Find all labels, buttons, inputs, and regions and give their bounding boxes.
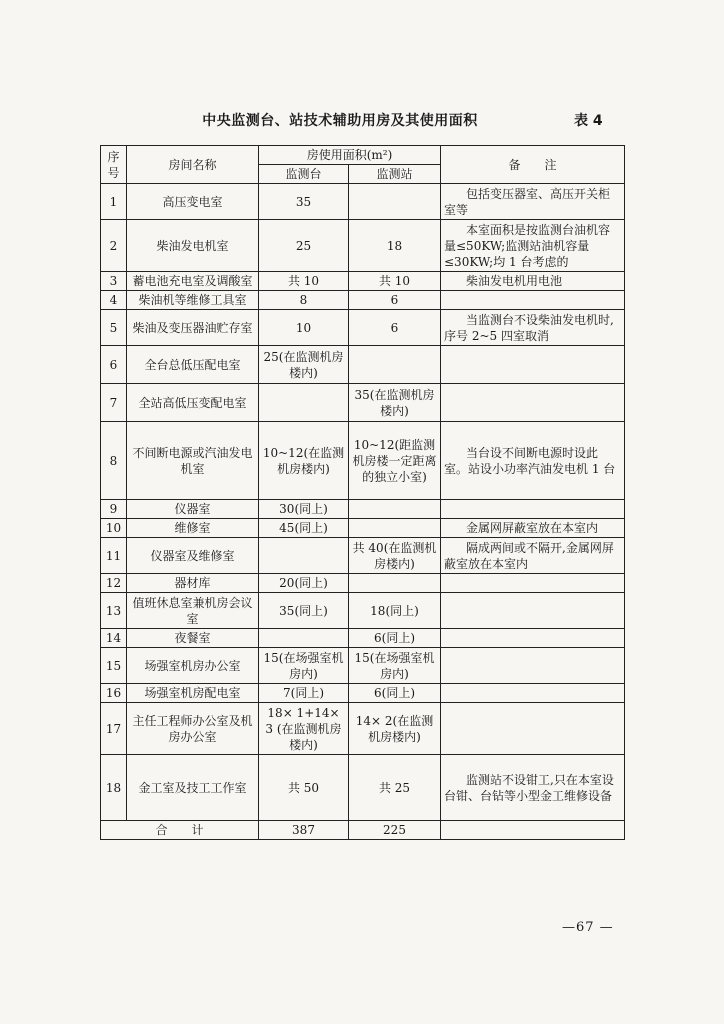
row-note: [441, 346, 625, 384]
row-note: [441, 291, 625, 310]
row-area-tai: 15(在场强室机房内): [259, 648, 349, 684]
row-area-zhan: 共 25: [349, 755, 441, 821]
row-area-tai: 18× 1+14× 3 (在监测机房楼内): [259, 703, 349, 755]
table-row: [101, 272, 625, 291]
row-area-tai: 7(同上): [259, 684, 349, 703]
table-row: [101, 538, 625, 574]
table-row: [101, 703, 625, 755]
row-area-zhan: 6: [349, 291, 441, 310]
table-row: [101, 346, 625, 384]
table-row: [101, 310, 625, 346]
row-area-tai: 25: [259, 220, 349, 272]
table-row: [101, 184, 625, 220]
row-seq: 16: [101, 684, 127, 703]
row-area-tai: [259, 384, 349, 422]
row-room-name: 金工室及技工工作室: [127, 755, 259, 821]
row-area-zhan: 18: [349, 220, 441, 272]
row-note: [441, 629, 625, 648]
row-area-zhan: 6: [349, 310, 441, 346]
row-seq: 2: [101, 220, 127, 272]
row-seq: 12: [101, 574, 127, 593]
header-station-zhan: 监测站: [349, 165, 441, 184]
row-room-name: 器材库: [127, 574, 259, 593]
row-note: 包括变压器室、高压开关柜室等: [441, 184, 625, 220]
total-zhan: 225: [349, 821, 441, 840]
row-seq: 5: [101, 310, 127, 346]
row-area-tai: [259, 538, 349, 574]
row-area-zhan: [349, 346, 441, 384]
row-room-name: 夜餐室: [127, 629, 259, 648]
row-note: 柴油发电机用电池: [441, 272, 625, 291]
row-room-name: 仪器室: [127, 500, 259, 519]
row-area-tai: 共 10: [259, 272, 349, 291]
row-area-zhan: 共 10: [349, 272, 441, 291]
table-row: [101, 574, 625, 593]
header-remarks: 备 注: [441, 146, 625, 184]
row-room-name: 柴油及变压器油贮存室: [127, 310, 259, 346]
row-note: 金属网屏蔽室放在本室内: [441, 519, 625, 538]
row-area-tai: 8: [259, 291, 349, 310]
row-area-zhan: 35(在监测机房楼内): [349, 384, 441, 422]
row-note: [441, 593, 625, 629]
row-seq: 4: [101, 291, 127, 310]
row-note: [441, 684, 625, 703]
row-area-zhan: [349, 184, 441, 220]
row-area-zhan: 15(在场强室机房内): [349, 648, 441, 684]
row-note: [441, 574, 625, 593]
total-row: [101, 821, 625, 840]
row-area-zhan: 18(同上): [349, 593, 441, 629]
row-seq: 14: [101, 629, 127, 648]
row-note: 本室面积是按监测台油机容量≤50KW;监测站油机容量≤30KW;均 1 台考虑的: [441, 220, 625, 272]
row-room-name: 蓄电池充电室及调酸室: [127, 272, 259, 291]
table-row: [101, 291, 625, 310]
header-seq: 序号: [101, 146, 127, 184]
total-tai: 387: [259, 821, 349, 840]
table-row: [101, 422, 625, 500]
table-row: [101, 220, 625, 272]
header-area-group: 房使用面积(m²): [259, 146, 441, 165]
row-area-tai: 25(在监测机房楼内): [259, 346, 349, 384]
row-room-name: 柴油机等维修工具室: [127, 291, 259, 310]
row-area-zhan: [349, 574, 441, 593]
table-row: [101, 629, 625, 648]
row-room-name: 不间断电源或汽油发电机室: [127, 422, 259, 500]
table-row: [101, 519, 625, 538]
table-row: [101, 500, 625, 519]
table-row: [101, 684, 625, 703]
row-room-name: 场强室机房办公室: [127, 648, 259, 684]
row-seq: 17: [101, 703, 127, 755]
table-row: [101, 755, 625, 821]
row-note: [441, 384, 625, 422]
total-note: [441, 821, 625, 840]
row-seq: 10: [101, 519, 127, 538]
row-room-name: 全台总低压配电室: [127, 346, 259, 384]
header-room-name: 房间名称: [127, 146, 259, 184]
row-room-name: 维修室: [127, 519, 259, 538]
table-body: [101, 184, 625, 821]
row-note: [441, 500, 625, 519]
total-label: 合 计: [101, 821, 259, 840]
row-seq: 6: [101, 346, 127, 384]
room-area-table: [100, 145, 625, 840]
row-room-name: 高压变电室: [127, 184, 259, 220]
row-area-tai: [259, 629, 349, 648]
row-area-tai: 45(同上): [259, 519, 349, 538]
row-area-zhan: 6(同上): [349, 629, 441, 648]
row-note: 隔成两间或不隔开,金属网屏蔽室放在本室内: [441, 538, 625, 574]
row-area-tai: 35(同上): [259, 593, 349, 629]
row-note: 当台设不间断电源时设此室。站设小功率汽油发电机 1 台: [441, 422, 625, 500]
row-seq: 13: [101, 593, 127, 629]
row-seq: 7: [101, 384, 127, 422]
row-room-name: 仪器室及维修室: [127, 538, 259, 574]
row-area-zhan: 6(同上): [349, 684, 441, 703]
page-number: —67 —: [562, 920, 614, 935]
row-seq: 1: [101, 184, 127, 220]
row-area-tai: 35: [259, 184, 349, 220]
row-seq: 18: [101, 755, 127, 821]
row-seq: 15: [101, 648, 127, 684]
row-area-zhan: [349, 519, 441, 538]
row-note: 监测站不设钳工,只在本室设台钳、台钻等小型金工维修设备: [441, 755, 625, 821]
table-row: [101, 593, 625, 629]
row-seq: 3: [101, 272, 127, 291]
table-row: [101, 384, 625, 422]
row-area-tai: 10~12(在监测机房楼内): [259, 422, 349, 500]
table-title: 中央监测台、站技术辅助用房及其使用面积: [202, 113, 478, 129]
row-area-tai: 20(同上): [259, 574, 349, 593]
row-area-zhan: [349, 500, 441, 519]
row-room-name: 主任工程师办公室及机房办公室: [127, 703, 259, 755]
row-note: [441, 648, 625, 684]
row-room-name: 全站高低压变配电室: [127, 384, 259, 422]
row-seq: 9: [101, 500, 127, 519]
row-room-name: 场强室机房配电室: [127, 684, 259, 703]
row-area-zhan: 14× 2(在监测机房楼内): [349, 703, 441, 755]
row-area-tai: 30(同上): [259, 500, 349, 519]
row-area-tai: 10: [259, 310, 349, 346]
table-number-label: 表 4: [574, 113, 603, 129]
row-seq: 11: [101, 538, 127, 574]
row-room-name: 值班休息室兼机房会议室: [127, 593, 259, 629]
row-seq: 8: [101, 422, 127, 500]
row-room-name: 柴油发电机室: [127, 220, 259, 272]
row-area-zhan: 10~12(距监测机房楼一定距离的独立小室): [349, 422, 441, 500]
row-area-tai: 共 50: [259, 755, 349, 821]
row-note: [441, 703, 625, 755]
row-note: 当监测台不设柴油发电机时,序号 2~5 四室取消: [441, 310, 625, 346]
header-station-tai: 监测台: [259, 165, 349, 184]
row-area-zhan: 共 40(在监测机房楼内): [349, 538, 441, 574]
table-row: [101, 648, 625, 684]
